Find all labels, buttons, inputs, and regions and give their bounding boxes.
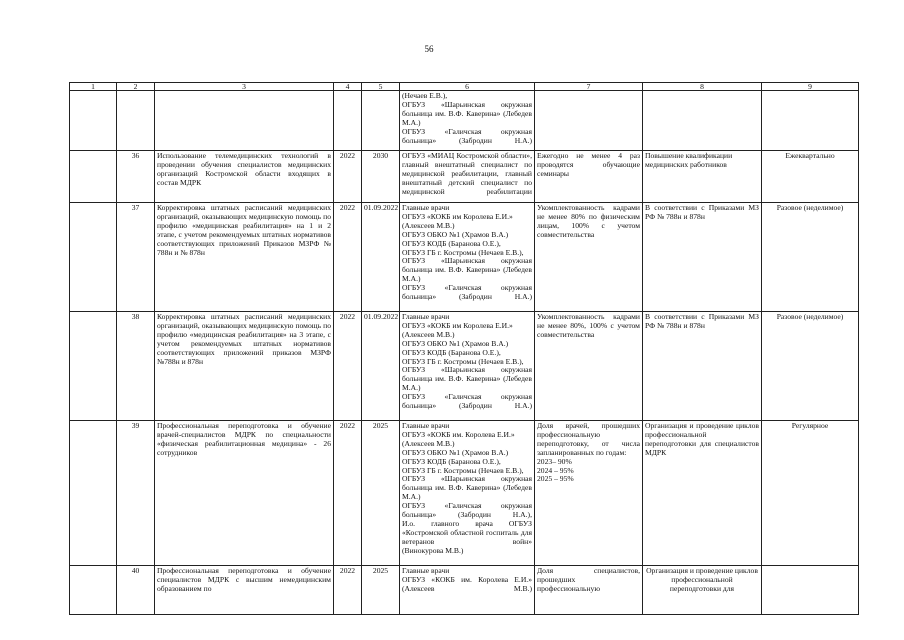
indicator-year: 2024 – 95% bbox=[537, 465, 574, 475]
header-cell: 5 bbox=[362, 83, 400, 91]
row-number: 40 bbox=[117, 566, 155, 615]
header-cell: 6 bbox=[400, 83, 535, 91]
start-year: 2022 bbox=[334, 151, 362, 203]
cell-empty bbox=[334, 91, 362, 151]
start-year: 2022 bbox=[334, 421, 362, 566]
cell-empty bbox=[362, 91, 400, 151]
row-number: 37 bbox=[117, 203, 155, 312]
header-cell: 7 bbox=[535, 83, 643, 91]
responsible-cell bbox=[400, 91, 535, 151]
responsible-line: ОГБУЗ ГБ г. Костромы (Нечаев Е.В.), bbox=[402, 356, 524, 366]
indicator-cell: Доля специалистов, прошедших профессиональную bbox=[535, 566, 643, 615]
cell-empty bbox=[70, 91, 117, 151]
table-row bbox=[70, 421, 859, 566]
table-row bbox=[70, 151, 859, 203]
responsible-line: ОГБУЗ КОДБ (Баранова О.Е.), bbox=[402, 456, 501, 466]
table-row bbox=[70, 312, 859, 421]
responsible-line: (Винокурова М.В.) bbox=[402, 545, 464, 555]
responsible-line: ОГБУЗ «Шарьинская окружная больница им. В.Ф. Каверина» (Лебедев М.А.) bbox=[402, 474, 532, 502]
cell-empty bbox=[762, 91, 859, 151]
responsible-line: ОГБУЗ «КОКБ им Королева Е.И.» (Алексеев М.В.) bbox=[402, 320, 513, 339]
responsible-line: ОГБУЗ «КОКБ им Королева Е.И.» (Алексеев М.В.) bbox=[402, 211, 513, 230]
header-cell: 3 bbox=[155, 83, 334, 91]
responsible-line: ОГБУЗ КОДБ (Баранова О.Е.), bbox=[402, 347, 501, 357]
responsible-line: ОГБУЗ «Галичская окружная больница» (Забродин Н.А.) bbox=[402, 283, 532, 302]
cell-empty bbox=[70, 421, 117, 566]
responsible-cell bbox=[400, 421, 535, 566]
table-row-continuation bbox=[70, 91, 859, 151]
responsible-line: ОГБУЗ ОБКО №1 (Храмов В.А.) bbox=[402, 229, 509, 239]
indicator-cell: Укомплектованность кадрами не менее 80% по физическим лицам, 100% с учетом совместительства bbox=[535, 203, 643, 312]
responsible-line: ОГБУЗ «Шарьинская окружная больница им. В.Ф. Каверина» (Лебедев М.А.) bbox=[402, 256, 532, 284]
responsible-line: ОГБУЗ «КОКБ им. Королева Е.И.» (Алексеев М.В.) bbox=[402, 574, 532, 593]
periodicity-cell bbox=[762, 566, 859, 615]
end-date: 2025 bbox=[362, 421, 400, 566]
header-cell: 4 bbox=[334, 83, 362, 91]
header-cell: 1 bbox=[70, 83, 117, 91]
cell-empty bbox=[155, 91, 334, 151]
periodicity-cell: Регулярное bbox=[762, 421, 859, 566]
page-number: 56 bbox=[424, 44, 434, 54]
periodicity-cell: Ежеквартально bbox=[762, 151, 859, 203]
row-number: 36 bbox=[117, 151, 155, 203]
indicator-year: 2025 – 95% bbox=[537, 474, 574, 484]
table-row bbox=[70, 566, 859, 615]
result-cell: В соответствии с Приказами МЗ РФ № 788н и 878н bbox=[643, 203, 762, 312]
result-cell: В соответствии с Приказами МЗ РФ № 788н и 878н bbox=[643, 312, 762, 421]
cell-empty bbox=[70, 203, 117, 312]
header-cell: 8 bbox=[643, 83, 762, 91]
result-cell: Повышение квалификации медицинских работников bbox=[643, 151, 762, 203]
responsible-line: ОГБУЗ «Галичская окружная больница» (Забродин Н.А.) bbox=[402, 392, 532, 411]
responsible-cell bbox=[400, 312, 535, 421]
end-date: 01.09.2022 bbox=[362, 203, 400, 312]
cell-empty bbox=[70, 312, 117, 421]
responsible-line: (Нечаев Е.В.), bbox=[402, 91, 448, 100]
header-cell: 9 bbox=[762, 83, 859, 91]
activity-cell: Профессиональная переподготовка и обучение врачей-специалистов МДРК по специальности «физическая реабилитационная медицина» - 26 сотрудников bbox=[155, 421, 334, 566]
responsible-line: ОГБУЗ ГБ г. Костромы (Нечаев Е.В.), bbox=[402, 465, 524, 475]
activity-cell: Корректировка штатных расписаний медицинских организаций, оказывающих медицинскую помощь по профилю «медицинская реабилитация» на 3 этапе, с учетом рекомендуемых штатных нормативов соответствующих приложений приказов МЗРФ №788н и 878н bbox=[155, 312, 334, 421]
responsible-line: ОГБУЗ «Галичская окружная больница» (Забродин Н.А.), bbox=[402, 501, 532, 520]
activity-cell: Использование телемедицинских технологий в проведении обучения специалистов медицинских организаций Костромской области входящих в состав МДРК bbox=[155, 151, 334, 203]
responsible-line: И.о. главного врача ОГБУЗ «Костромской областной госпиталь для ветеранов войн» bbox=[402, 518, 532, 546]
end-date: 01.09.2022 bbox=[362, 312, 400, 421]
header-cell: 2 bbox=[117, 83, 155, 91]
table-row bbox=[70, 203, 859, 312]
cell-empty bbox=[70, 151, 117, 203]
cell-empty bbox=[70, 566, 117, 615]
cell-empty bbox=[643, 91, 762, 151]
cell-empty bbox=[535, 91, 643, 151]
activity-table bbox=[69, 82, 859, 615]
indicator-cell: Укомплектованность кадрами не менее 80%, 100% с учетом совместительства bbox=[535, 312, 643, 421]
responsible-line: Главные врачи bbox=[402, 312, 450, 321]
responsible-line: ОГБУЗ «МИАЦ Костромской области», главный внештатный специалист по медицинской реабилитации, главный внештатный детский специалист по медицинской реабилитации bbox=[402, 151, 532, 196]
indicator-year: 2023– 90% bbox=[537, 456, 572, 466]
result-cell: Организация и проведение циклов профессиональной переподготовки для bbox=[643, 566, 762, 615]
responsible-line: ОГБУЗ ГБ г. Костромы (Нечаев Е.В.), bbox=[402, 247, 524, 257]
responsible-line: ОГБУЗ ОБКО №1 (Храмов В.А.) bbox=[402, 338, 509, 348]
row-number: 38 bbox=[117, 312, 155, 421]
periodicity-cell: Разовое (неделимое) bbox=[762, 203, 859, 312]
responsible-line: ОГБУЗ ОБКО №1 (Храмов В.А.) bbox=[402, 447, 509, 457]
activity-cell: Профессиональная переподготовка и обучение специалистов МДРК с высшим немедицинским образованием по bbox=[155, 566, 334, 615]
indicator-cell: Ежегодно не менее 4 раз проводятся обучающие семинары bbox=[535, 151, 643, 203]
result-cell: Организация и проведение циклов профессиональной переподготовки для специалистов МДРК bbox=[643, 421, 762, 566]
row-number: 39 bbox=[117, 421, 155, 566]
responsible-line: ОГБУЗ «Шарьинская окружная больница им. В.Ф. Каверина» (Лебедев М.А.) bbox=[402, 99, 532, 127]
responsible-line: ОГБУЗ «Галичская окружная больница» (Забродин Н.А.) bbox=[402, 126, 532, 145]
end-date: 2025 bbox=[362, 566, 400, 615]
cell-empty bbox=[117, 91, 155, 151]
header-row bbox=[70, 83, 859, 91]
responsible-line: Главные врачи bbox=[402, 421, 450, 430]
start-year: 2022 bbox=[334, 203, 362, 312]
indicator-cell bbox=[535, 421, 643, 566]
activity-cell: Корректировка штатных расписаний медицинских организаций, оказывающих медицинскую помощь по профилю «медицинская реабилитация» на 1 и 2 этапе, с учетом рекомендуемых штатных нормативов соответствующих приложений Приказов МЗРФ № 788н и № 878н bbox=[155, 203, 334, 312]
responsible-cell bbox=[400, 566, 535, 615]
start-year: 2022 bbox=[334, 566, 362, 615]
start-year: 2022 bbox=[334, 312, 362, 421]
periodicity-cell: Разовое (неделимое) bbox=[762, 312, 859, 421]
indicator-text: Доля врачей, прошедших профессиональную переподготовку, от числа запланированных по годам: bbox=[537, 421, 640, 457]
responsible-line: ОГБУЗ КОДБ (Баранова О.Е.), bbox=[402, 238, 501, 248]
responsible-cell bbox=[400, 151, 535, 203]
responsible-line: Главные врачи bbox=[402, 566, 450, 575]
responsible-line: Главные врачи bbox=[402, 203, 450, 212]
responsible-line: ОГБУЗ «Шарьинская окружная больница им. В.Ф. Каверина» (Лебедев М.А.) bbox=[402, 365, 532, 393]
responsible-cell bbox=[400, 203, 535, 312]
responsible-line: ОГБУЗ «КОКБ им. Королева Е.И.» (Алексеев М.В.) bbox=[402, 429, 515, 448]
end-date: 2030 bbox=[362, 151, 400, 203]
